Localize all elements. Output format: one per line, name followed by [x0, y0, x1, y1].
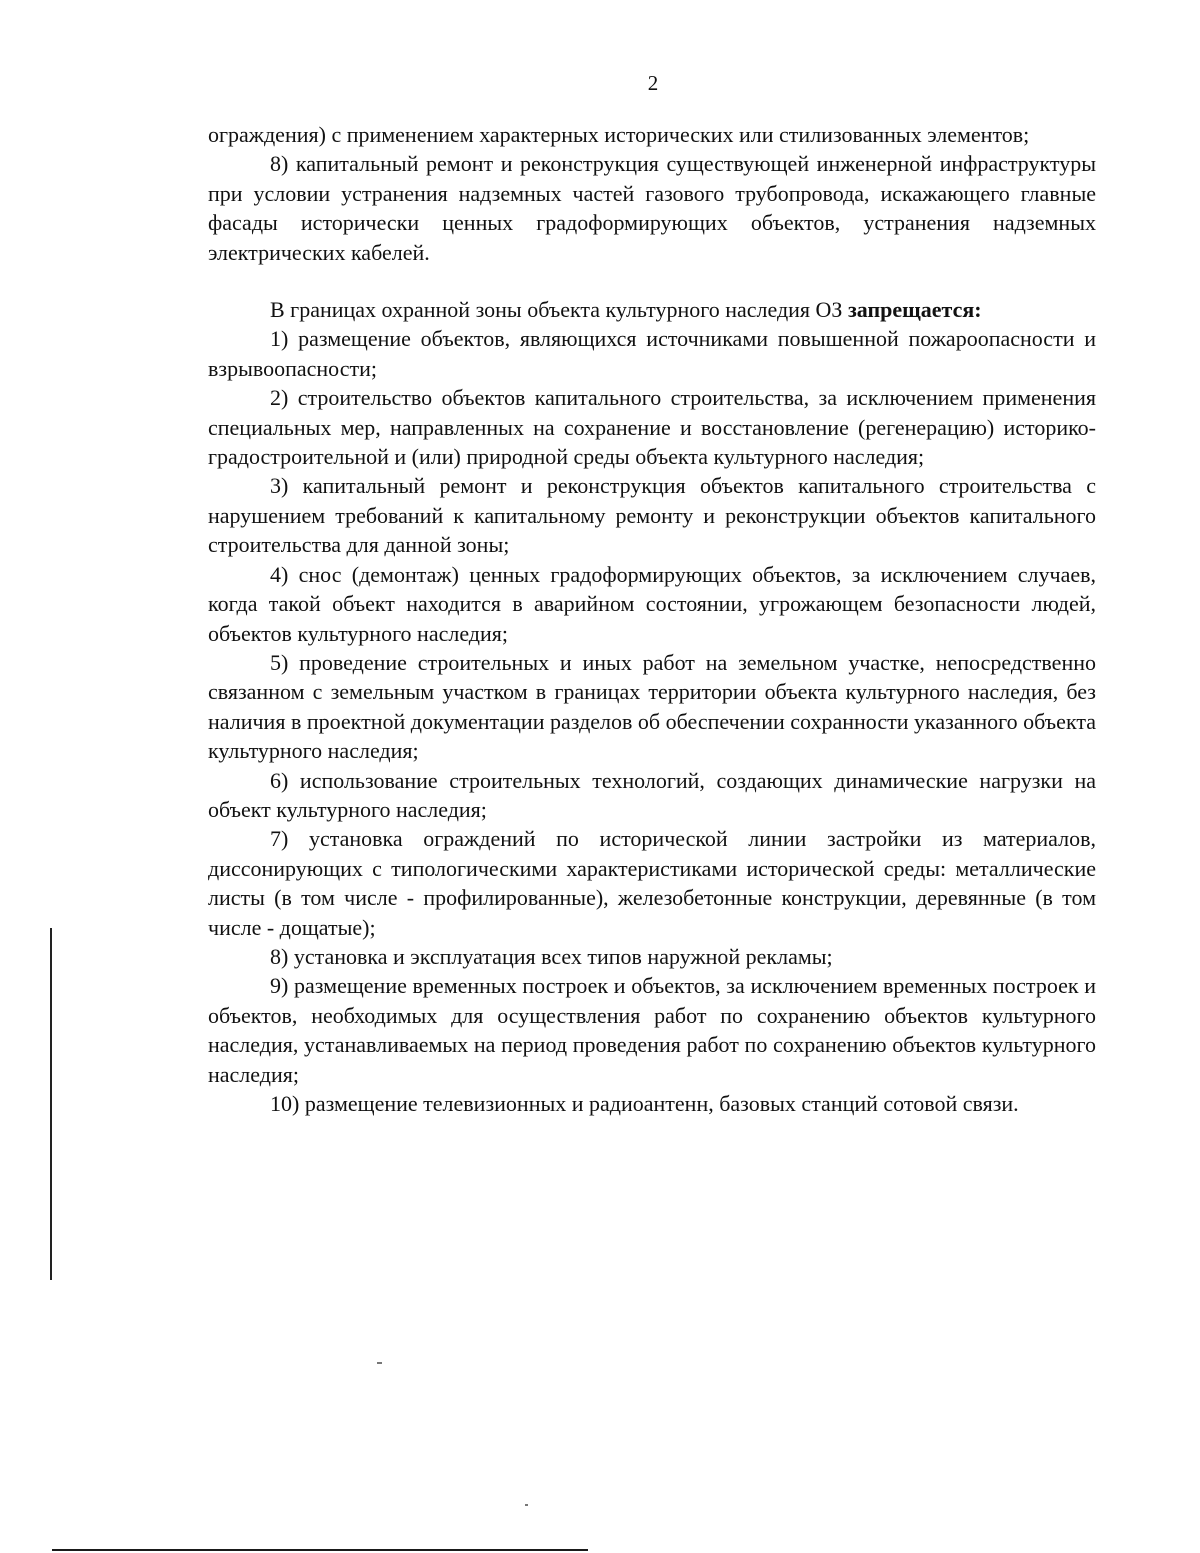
document-body	[208, 120, 1096, 1118]
page-number: 2	[647, 71, 659, 95]
scan-speck	[525, 1504, 528, 1506]
list-item: 3) капитальный ремонт и реконструкция объектов капитального строительства с нарушением требований к капитальному ремонту и реконструкции объектов капитального строительства для данной зоны;	[208, 473, 1096, 558]
list-item: 8) установка и эксплуатация всех типов наружной рекламы;	[270, 943, 833, 969]
list-item: 10) размещение телевизионных и радиоантенн, базовых станций сотовой связи.	[270, 1091, 1019, 1116]
list-item: 1) размещение объектов, являющихся источниками повышенной пожароопасности и взрывоопасности;	[208, 326, 1096, 381]
scan-speck	[377, 1362, 382, 1364]
list-item: 6) использование строительных технологий, создающих динамические нагрузки на объект культурного наследия;	[208, 767, 1096, 822]
list-item: 9) размещение временных построек и объектов, за исключением временных построек и объектов, необходимых для осуществления работ по сохранению объектов культурного наследия, устанавливаемых на период проведения работ по сохранению объектов культурного наследия;	[208, 973, 1096, 1087]
scan-edge-mark	[50, 928, 52, 1280]
section-heading-bold: запрещается:	[847, 297, 982, 323]
list-item: 4) снос (демонтаж) ценных градоформирующих объектов, за исключением случаев, когда такой объект находится в аварийном состоянии, угрожающем безопасности людей, объектов культурного наследия;	[208, 561, 1096, 646]
list-item: 7) установка ограждений по исторической линии застройки из материалов, диссонирующих с типологическими характеристиками исторической среды: металлические листы (в том числе - профилированные), железобетонные конструкции, деревянные (в том числе - дощатые);	[208, 826, 1096, 940]
continuation-paragraph: ограждения) с применением характерных исторических или стилизованных элементов;	[208, 122, 1030, 147]
section-heading	[208, 295, 1096, 324]
list-item: 5) проведение строительных и иных работ на земельном участке, непосредственно связанном с земельным участком в границах территории объекта культурного наследия, без наличия в проектной документации разделов об обеспечении сохранности указанного объекта культурного наследия;	[208, 649, 1096, 764]
list-item-intro-8: 8) капитальный ремонт и реконструкция существующей инженерной инфраструктуры при условии устранения надземных частей газового трубопровода, искажающего главные фасады исторически ценных градоформирующих объектов, устранения надземных электрических кабелей.	[208, 151, 1096, 265]
list-item: 2) строительство объектов капитального строительства, за исключением применения специальных мер, направленных на сохранение и восстановление (регенерацию) историко-градостроительной и (или) природной среды объекта культурного наследия;	[208, 385, 1096, 470]
section-heading-text: В границах охранной зоны объекта культурного наследия ОЗ	[270, 297, 843, 323]
scan-bottom-rule	[52, 1549, 588, 1551]
